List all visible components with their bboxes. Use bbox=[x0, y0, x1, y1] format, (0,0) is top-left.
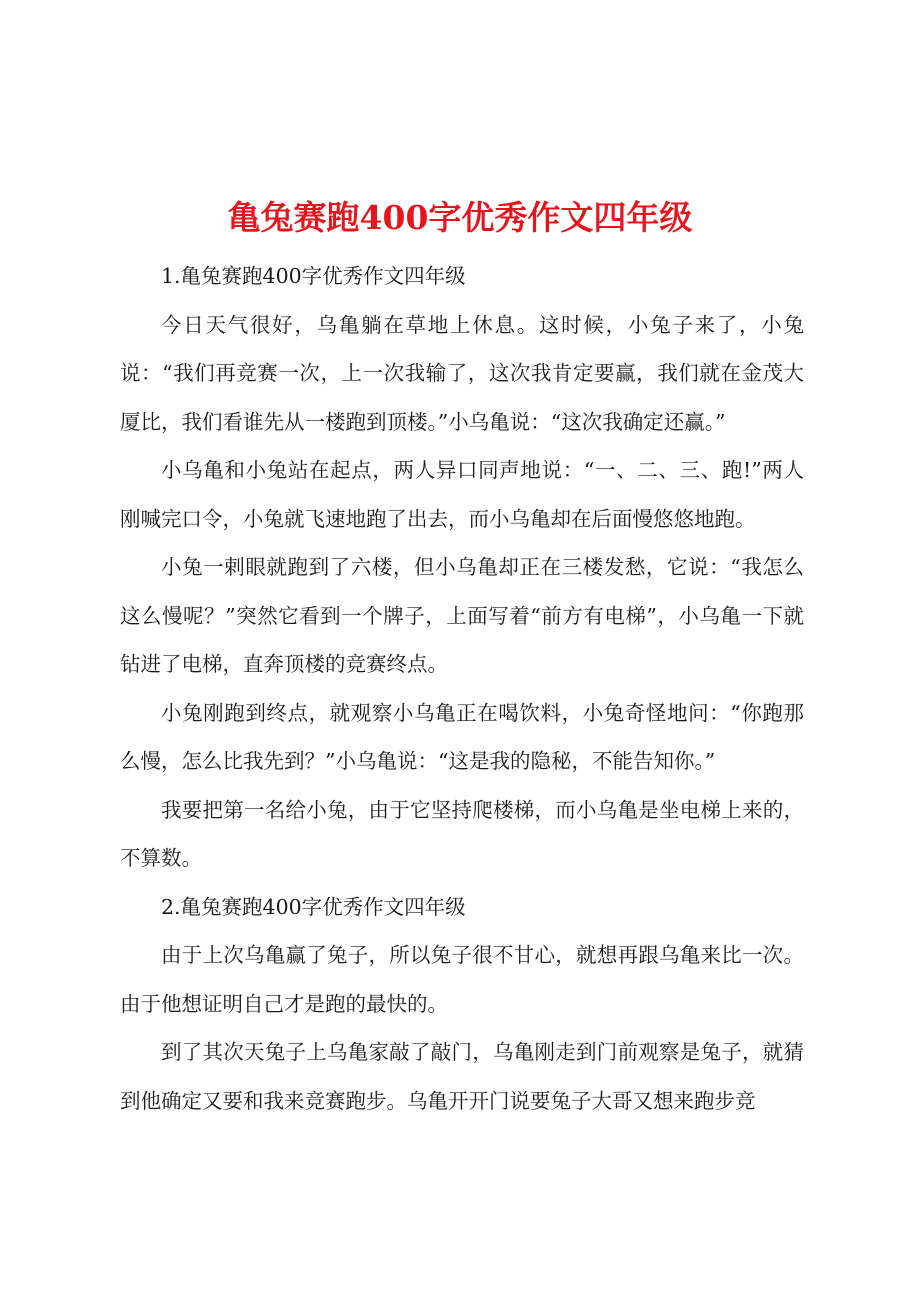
paragraph: 到了其次天兔子上乌亀家敲了敲门，乌亀刚走到门前观察是兔子，就猜到他确定又要和我来竞赛跑步。乌亀开开门说要兔子大哥又想来跑步竞 bbox=[120, 1040, 804, 1113]
section-heading-2: 2.亀兔赛跑400字优秀作文四年级 bbox=[161, 894, 466, 919]
paragraph: 今日天气很好，乌亀躺在草地上休息。这时候，小兔子来了，小兔说：“我们再竞赛一次，上一次我输了，这次我肯定要赢，我们就在金茂大厦比，我们看谁先从一楼跑到顶楼。”小乌亀说：“这次我确定还赢。” bbox=[120, 312, 804, 434]
paragraph: 小兔刚跑到终点，就观察小乌亀正在喝饮料，小兔奇怪地问：“你跑那么慢，怎么比我先到？”小乌亀说：“这是我的隐秘，不能告知你。” bbox=[120, 700, 804, 773]
paragraph: 由于上次乌亀赢了兔子，所以兔子很不甘心，就想再跟乌亀来比一次。由于他想证明自己才是跑的最快的。 bbox=[120, 943, 804, 1016]
paragraph: 我要把第一名给小兔，由于它坚持爬楼梯，而小乌亀是坐电梯上来的，不算数。 bbox=[120, 797, 804, 870]
section-heading-1: 1.亀兔赛跑400字优秀作文四年级 bbox=[161, 264, 466, 288]
document-body bbox=[120, 252, 804, 1125]
paragraph: 小乌亀和小兔站在起点，两人异口同声地说：“一、二、三、跑!”两人刚喊完口令，小兔就飞速地跑了出去，而小乌亀却在后面慢悠悠地跑。 bbox=[120, 458, 804, 531]
document-title: 亀兔赛跑400字优秀作文四年级 bbox=[227, 198, 693, 237]
paragraph: 小兔一剌眼就跑到了六楼，但小乌亀却正在三楼发愁，它说：“我怎么这么慢呢？”突然它看到一个牌子，上面写着“前方有电梯”，小乌亀一下就钻进了电梯，直奔顶楼的竞赛终点。 bbox=[120, 555, 804, 676]
